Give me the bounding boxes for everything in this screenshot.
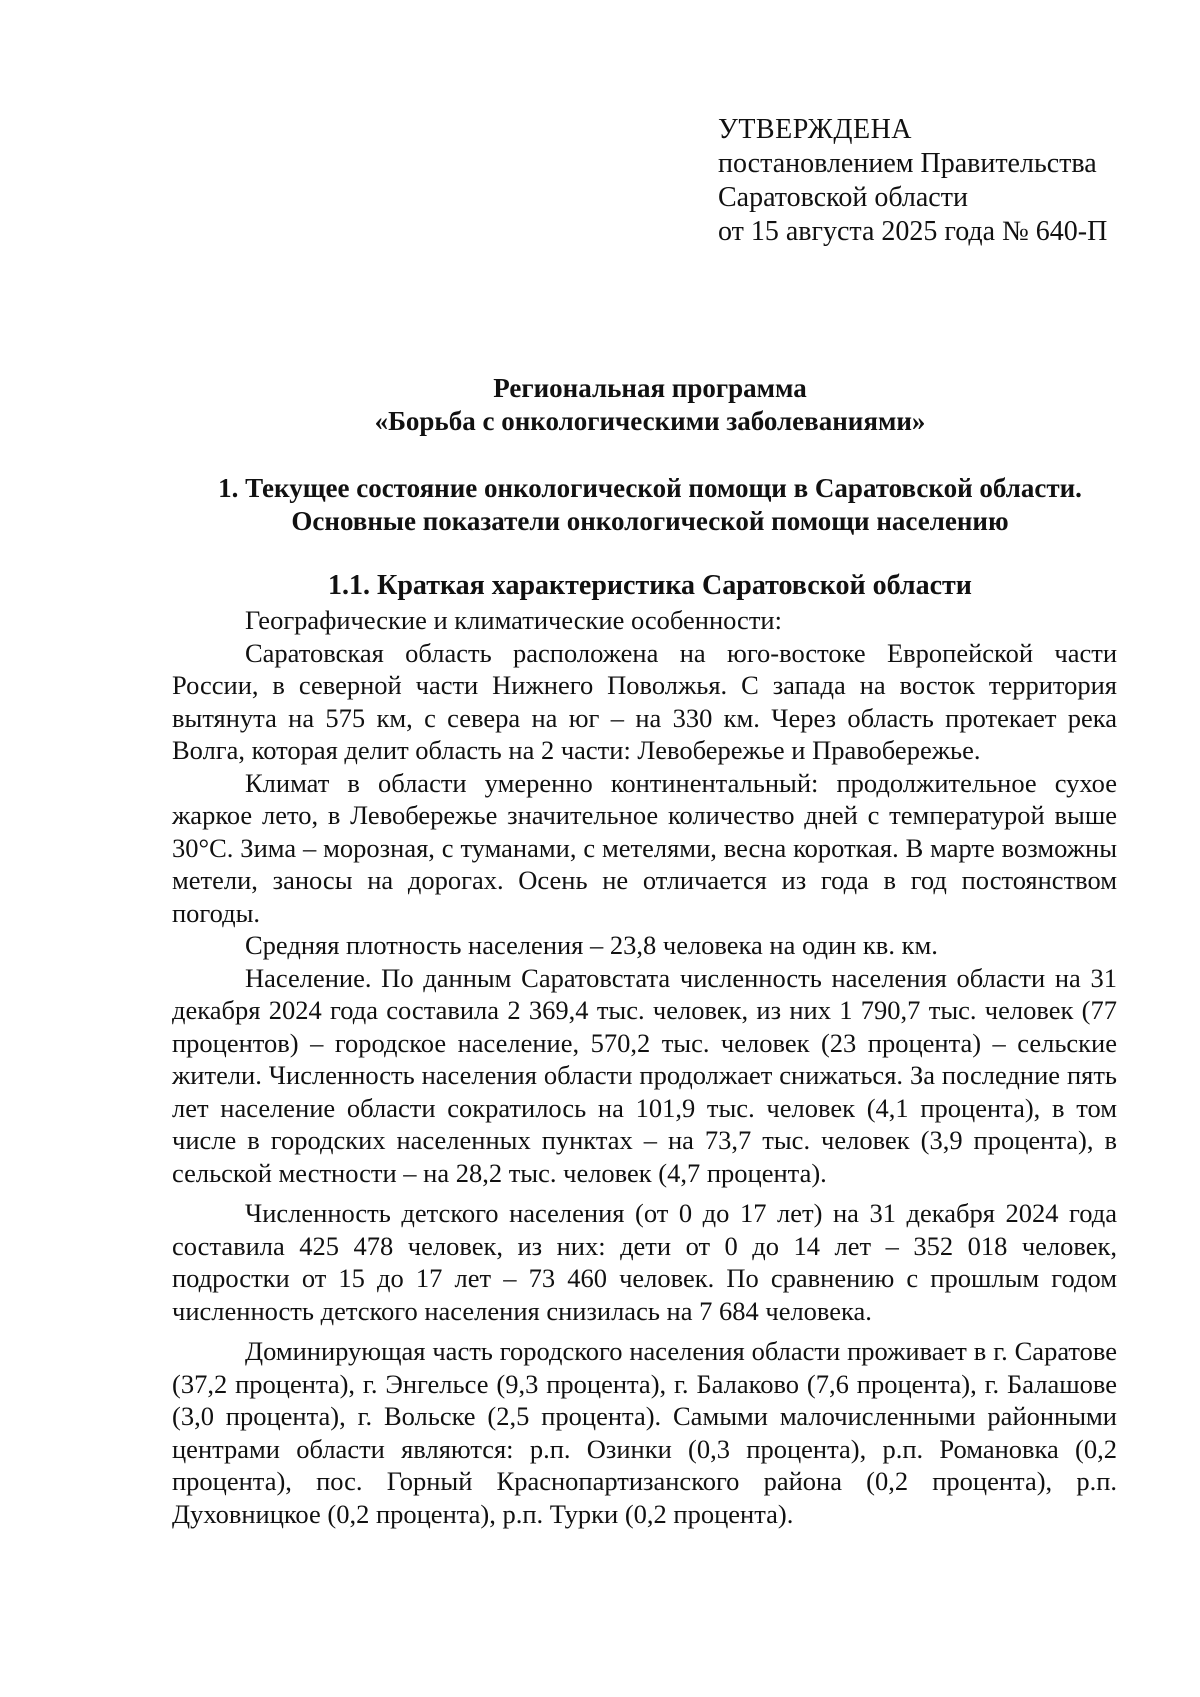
program-title-line-1: Региональная программа bbox=[493, 373, 807, 403]
paragraph-density: Средняя плотность населения – 23,8 человека на один кв. км. bbox=[245, 930, 938, 960]
body-text bbox=[172, 604, 1117, 1530]
section-title-line-1: 1. Текущее состояние онкологической помощи в Саратовской области. bbox=[218, 473, 1082, 503]
program-title bbox=[160, 372, 1140, 438]
subsection-title bbox=[160, 569, 1140, 602]
approval-line-1: постановлением Правительства bbox=[718, 148, 1097, 179]
approval-heading: УТВЕРЖДЕНА bbox=[718, 114, 913, 145]
paragraph-population: Население. По данным Саратовстата численность населения области на 31 декабря 2024 года составила 2 369,4 тыс. человек, из них 1 790,7 тыс. человек (77 процентов) – городское население, 570,2 тыс. человек (23 процента) – сельские жители. Численность населения области продолжает снижаться. За последние пять лет население области сократилось на 101,9 тыс. человек (4,1 процента), в том числе в городских населенных пунктах – на 73,7 тыс. человек (3,9 процента), в сельской местности – на 28,2 тыс. человек (4,7 процента). bbox=[172, 962, 1117, 1188]
paragraph-geo-heading: Географические и климатические особенности: bbox=[245, 605, 782, 635]
section-title-line-2: Основные показатели онкологической помощи населению bbox=[291, 506, 1009, 536]
approval-stamp bbox=[718, 113, 1107, 249]
program-title-line-2: «Борьба с онкологическими заболеваниями» bbox=[374, 406, 926, 436]
paragraph-children: Численность детского населения (от 0 до 17 лет) на 31 декабря 2024 года составила 425 478 человек, из них: дети от 0 до 14 лет – 352 018 человек, подростки от 15 до 17 лет – 73 460 человек. По сравнению с прошлым годом численность детского населения снизилась на 7 684 человека. bbox=[172, 1198, 1117, 1326]
paragraph-urban: Доминирующая часть городского населения области проживает в г. Саратове (37,2 процента), г. Энгельсе (9,3 процента), г. Балаково (7,6 процента), г. Балашове (3,0 процента), г. Вольске (2,5 процента). Самыми малочисленными районными центрами области являются: р.п. Озинки (0,3 процента), р.п. Романовка (0,2 процента), пос. Горный Краснопартизанского района (0,2 процента), р.п. Духовницкое (0,2 процента), р.п. Турки (0,2 процента). bbox=[172, 1336, 1117, 1529]
paragraph-location: Саратовская область расположена на юго-востоке Европейской части России, в северной части Нижнего Поволжья. С запада на восток территория вытянута на 575 км, с севера на юг – на 330 км. Через область протекает река Волга, которая делит область на 2 части: Левобережье и Правобережье. bbox=[172, 637, 1117, 765]
subsection-title-text: 1.1. Краткая характеристика Саратовской области bbox=[328, 570, 972, 601]
approval-line-3: от 15 августа 2025 года № 640-П bbox=[718, 216, 1108, 247]
approval-line-2: Саратовской области bbox=[718, 182, 968, 213]
section-title bbox=[160, 472, 1140, 538]
paragraph-climate: Климат в области умеренно континентальный: продолжительное сухое жаркое лето, в Левобережье значительное количество дней с температурой выше 30°С. Зима – морозная, с туманами, с метелями, весна короткая. В марте возможны метели, заносы на дорогах. Осень не отличается из года в год постоянством погоды. bbox=[172, 767, 1117, 928]
